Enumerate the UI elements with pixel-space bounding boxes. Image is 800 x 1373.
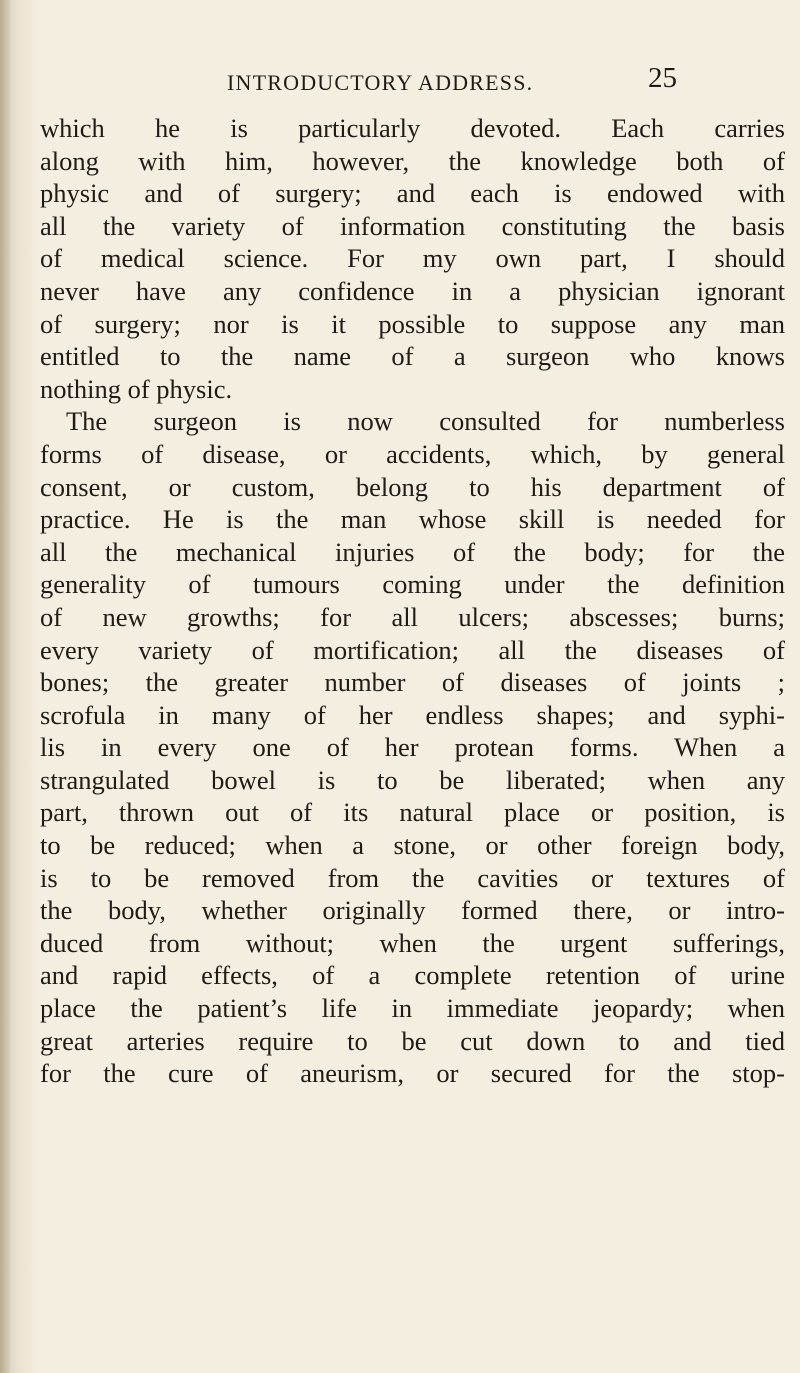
text-line: physic and of surgery; and each is endowed with [40, 178, 785, 209]
text-line: all the variety of information constituting the basis [40, 210, 785, 241]
text-line: of new growths; for all ulcers; abscesses; burns; [40, 601, 785, 632]
text-line: forms of disease, or accidents, which, by general [40, 438, 785, 469]
text-line: bones; the greater number of diseases of joints ; [40, 667, 785, 698]
text-line: is to be removed from the cavities or textures of [40, 862, 785, 893]
text-line: duced from without; when the urgent sufferings, [40, 927, 785, 958]
text-line: place the patient’s life in immediate jeopardy; when [40, 993, 785, 1024]
text-line: strangulated bowel is to be liberated; when any [40, 764, 785, 795]
text-line: which he is particularly devoted. Each carries [40, 113, 785, 143]
page-spine-shadow [0, 0, 10, 1373]
text-line: practice. He is the man whose skill is needed for [40, 504, 785, 535]
text-line: lis in every one of her protean forms. When a [40, 732, 785, 763]
text-line: and rapid effects, of a complete retention of urine [40, 960, 785, 991]
running-head: INTRODUCTORY ADDRESS. [227, 70, 534, 95]
text-line: of surgery; nor is it possible to suppose any man [40, 308, 785, 339]
text-line: every variety of mortification; all the diseases of [40, 634, 785, 665]
text-line: part, thrown out of its natural place or position, is [40, 797, 785, 828]
text-line: nothing of physic. [40, 373, 233, 404]
text-line: along with him, however, the knowledge both of [40, 145, 785, 176]
text-line: scrofula in many of her endless shapes; and syphi- [40, 699, 785, 730]
page-header [0, 62, 800, 102]
text-line: the body, whether originally formed there, or intro- [40, 895, 785, 926]
text-line: never have any confidence in a physician ignorant [40, 275, 785, 306]
text-line: entitled to the name of a surgeon who knows [40, 341, 785, 372]
text-line: The surgeon is now consulted for numberless [66, 406, 785, 437]
text-line: of medical science. For my own part, I should [40, 243, 785, 274]
text-line: consent, or custom, belong to his department of [40, 471, 785, 502]
text-line: all the mechanical injuries of the body; for the [40, 536, 785, 567]
body-text [40, 112, 785, 1090]
text-line: for the cure of aneurism, or secured for the stop- [40, 1058, 785, 1089]
page-number: 25 [648, 62, 677, 94]
text-line: to be reduced; when a stone, or other foreign body, [40, 830, 785, 861]
text-line: great arteries require to be cut down to and tied [40, 1025, 785, 1056]
text-line: generality of tumours coming under the definition [40, 569, 785, 600]
